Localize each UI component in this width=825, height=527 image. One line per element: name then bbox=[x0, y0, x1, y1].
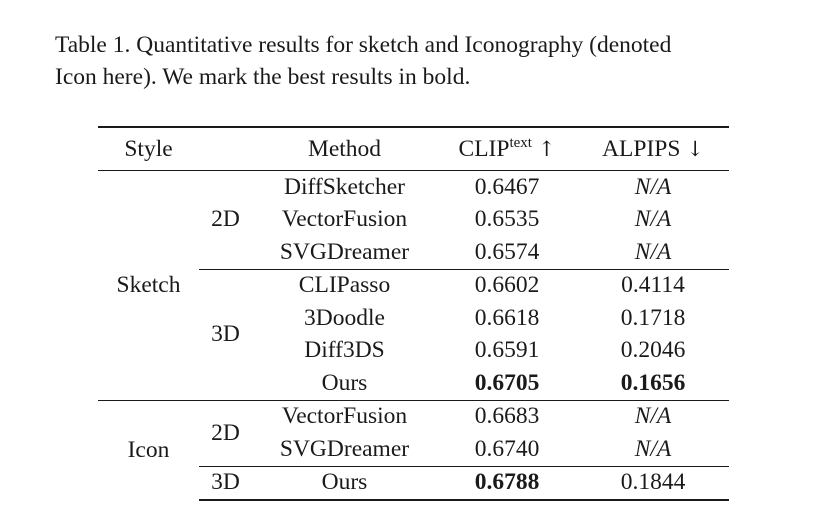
dim-cell: 2D bbox=[199, 400, 252, 466]
header-row bbox=[98, 127, 729, 171]
method-cell: Diff3DS bbox=[304, 337, 385, 364]
method-cell: 3Doodle bbox=[304, 304, 385, 331]
method-cell: Ours bbox=[252, 466, 437, 500]
alpips-cell: 0.4114 bbox=[577, 269, 729, 302]
header-clip-superscript: text bbox=[509, 134, 532, 151]
header-method: Method bbox=[252, 127, 437, 171]
table-row bbox=[98, 171, 729, 204]
header-dim bbox=[199, 127, 252, 171]
clip-cell: 0.6591 bbox=[474, 337, 540, 364]
alpips-cell: 0.1844 bbox=[577, 466, 729, 500]
header-alpips-label: ALPIPS bbox=[602, 135, 681, 162]
header-style: Style bbox=[98, 127, 199, 171]
results-table bbox=[98, 126, 729, 501]
clip-cell: 0.6467 bbox=[474, 173, 540, 200]
dim-cell: 3D bbox=[199, 269, 252, 400]
method-cell: Ours bbox=[321, 369, 368, 396]
method-cell: VectorFusion bbox=[252, 400, 437, 433]
clip-cell: 0.6574 bbox=[474, 238, 540, 265]
header-clip-label: CLIP bbox=[458, 135, 510, 162]
table-caption bbox=[55, 29, 795, 93]
style-cell-icon: Icon bbox=[98, 400, 199, 500]
style-cell-sketch: Sketch bbox=[116, 271, 181, 298]
alpips-cell: 0.2046 bbox=[620, 337, 686, 364]
alpips-cell-best: 0.1656 bbox=[620, 369, 686, 396]
down-arrow-icon: ↓ bbox=[686, 136, 704, 161]
method-cell: CLIPasso bbox=[252, 269, 437, 302]
caption-line-2: Icon here). We mark the best results in bold. bbox=[55, 64, 471, 90]
caption-line-1: Table 1. Quantitative results for sketch and Iconography (denoted bbox=[55, 32, 672, 58]
dim-cell: 2D bbox=[211, 206, 240, 233]
alpips-cell: N/A bbox=[577, 400, 729, 433]
clip-cell: 0.6618 bbox=[474, 304, 540, 331]
alpips-cell: N/A bbox=[634, 173, 672, 200]
alpips-cell: 0.1718 bbox=[620, 304, 686, 331]
results-table-container bbox=[98, 126, 729, 501]
method-cell: SVGDreamer bbox=[279, 435, 410, 462]
clip-cell: 0.6602 bbox=[437, 269, 577, 302]
alpips-cell: N/A bbox=[634, 435, 672, 462]
clip-cell: 0.6535 bbox=[474, 206, 540, 233]
header-clip bbox=[437, 127, 577, 171]
method-cell: VectorFusion bbox=[281, 206, 408, 233]
method-cell: SVGDreamer bbox=[279, 238, 410, 265]
dim-cell: 3D bbox=[199, 466, 252, 500]
clip-cell: 0.6683 bbox=[437, 400, 577, 433]
clip-cell-best: 0.6705 bbox=[474, 369, 540, 396]
clip-cell-best: 0.6788 bbox=[437, 466, 577, 500]
clip-cell: 0.6740 bbox=[474, 435, 540, 462]
alpips-cell: N/A bbox=[634, 238, 672, 265]
up-arrow-icon: ↑ bbox=[537, 136, 556, 161]
method-cell: DiffSketcher bbox=[284, 173, 405, 200]
alpips-cell: N/A bbox=[634, 206, 672, 233]
table-row bbox=[98, 400, 729, 433]
header-alpips bbox=[577, 127, 729, 171]
